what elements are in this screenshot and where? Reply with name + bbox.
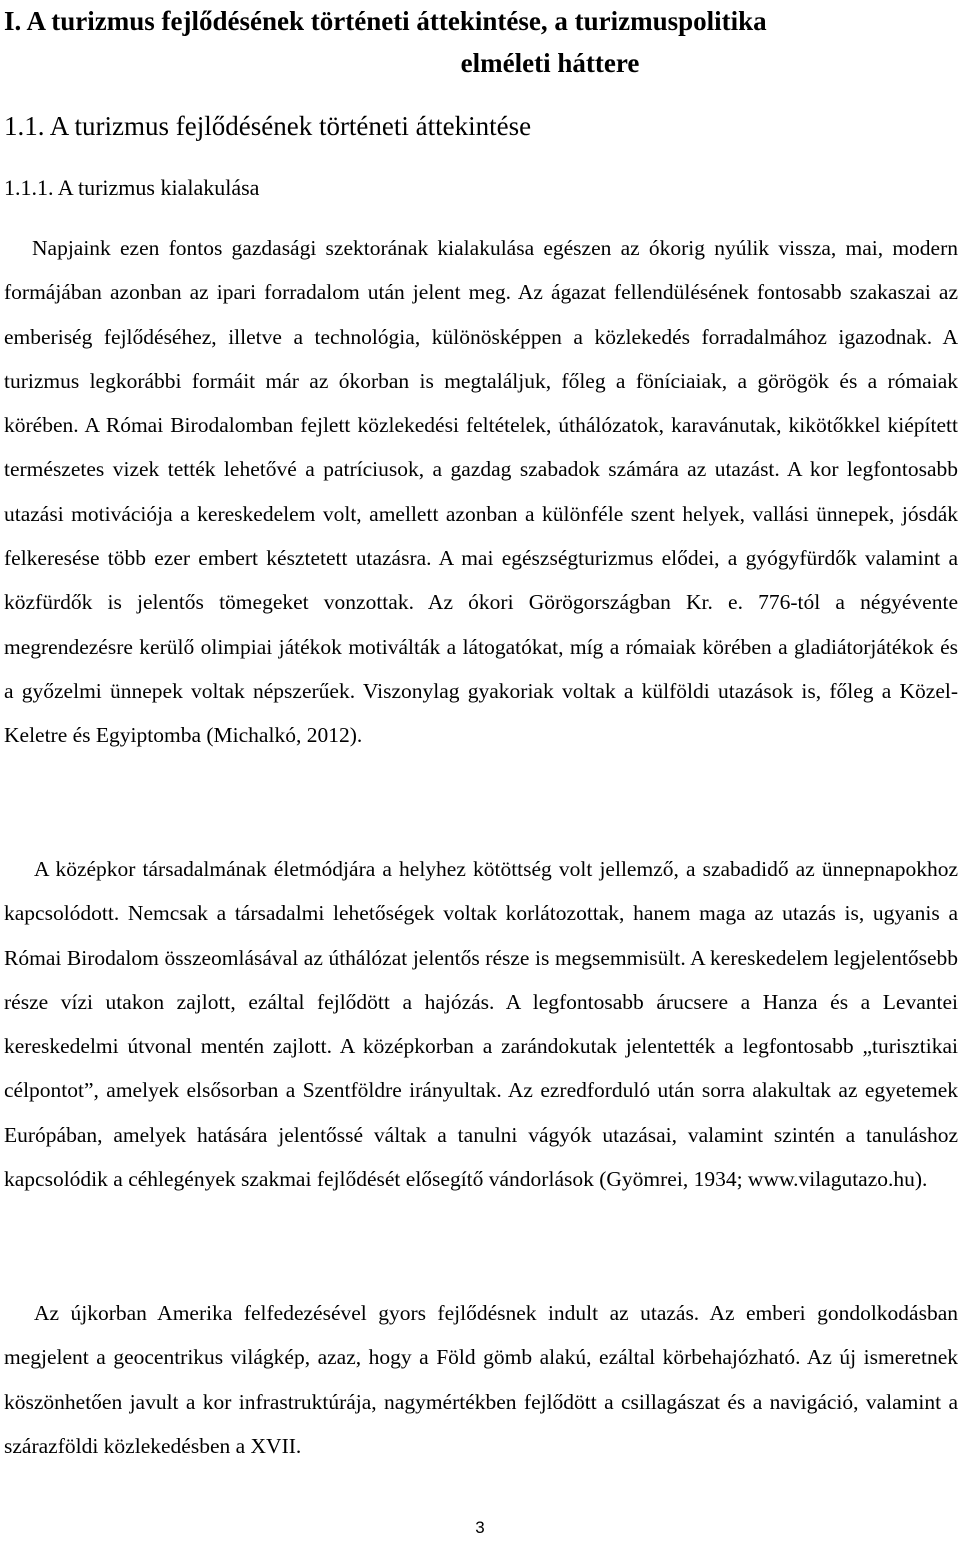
paragraph-modern-age: Az újkorban Amerika felfedezésével gyors fejlődésnek indult az utazás. Az emberi gondolkodásban megjelent a geocentrikus világkép, azaz, hogy a Föld gömb alakú, ezáltal körbehajózható. Az új ismeretnek köszönhetően javult a kor infrastruktúrája, nagymértékben fejlődött a csillagászat és a navigáció, valamint a szárazföldi közlekedésben a XVII. (4, 1301, 958, 1458)
section-title: 1.1. A turizmus fejlődésének történeti áttekintése (4, 111, 532, 141)
chapter-title-line-2: elméleti háttere (460, 48, 640, 78)
subsection-title: 1.1.1. A turizmus kialakulása (4, 175, 260, 200)
page-number: 3 (475, 1518, 485, 1537)
paragraph-ancient-tourism: Napjaink ezen fontos gazdasági szektorának kialakulása egészen az ókorig nyúlik vissza, mai, modern formájában azonban az ipari forradalom után jelent meg. Az ágazat fellendülésének fontosabb szakaszai az emberiség fejlődéséhez, illetve a technológia, különösképpen a közlekedés forradalmához igazodnak. A turizmus legkorábbi formáit már az ókorban is megtaláljuk, főleg a föníciaiak, a görögök és a rómaiak körében. A Római Birodalomban fejlett közlekedési feltételek, úthálózatok, karavánutak, kikötőkkel kiépített természetes vizek tették lehetővé a patríciusok, a gazdag szabadok számára az utazást. A kor legfontosabb utazási motivációja a kereskedelem volt, amellett azonban a különféle szent helyek, vallási ünnepek, jósdák felkeresése több ezer embert késztetett utazásra. A mai egészségturizmus elődei, a gyógyfürdők valamint a közfürdők is jelentős tömegeket vonzottak. Az ókori Görögországban Kr. e. 776-tól a négyévente megrendezésre kerülő olimpiai játékok motiválták a látogatókat, míg a rómaiak körében a gladiátorjátékok és a győzelmi ünnepek voltak népszerűek. Viszonylag gyakoriak voltak a külföldi utazások is, főleg a Közel-Keletre és Egyiptomba (Michalkó, 2012). (4, 236, 958, 748)
chapter-title-line-1: I. A turizmus fejlődésének történeti áttekintése, a turizmuspolitika (4, 6, 767, 36)
paragraph-middle-ages: A középkor társadalmának életmódjára a helyhez kötöttség volt jellemző, a szabadidő az ünnepnapokhoz kapcsolódott. Nemcsak a társadalmi lehetőségek voltak korlátozottak, hanem maga az utazás is, ugyanis a Római Birodalom összeomlásával az úthálózat jelentős része is megsemmisült. A kereskedelem legjelentősebb része vízi utakon zajlott, ezáltal fejlődött a hajózás. A legfontosabb árucsere a Hanza és a Levantei kereskedelmi útvonal mentén zajlott. A középkorban a zarándokutak jelentették a legfontosabb „turisztikai célpontot”, amelyek elsősorban a Szentföldre irányultak. Az ezredforduló után sorra alakultak az egyetemek Európában, amelyek hatására jelentőssé váltak a tanulni vágyók utazásai, valamint szintén a tanuláshoz kapcsolódik a céhlegények szakmai fejlődését elősegítő vándorlások (Gyömrei, 1934; www.vilagutazo.hu). (4, 857, 958, 1192)
chapter-title (4, 0, 956, 84)
